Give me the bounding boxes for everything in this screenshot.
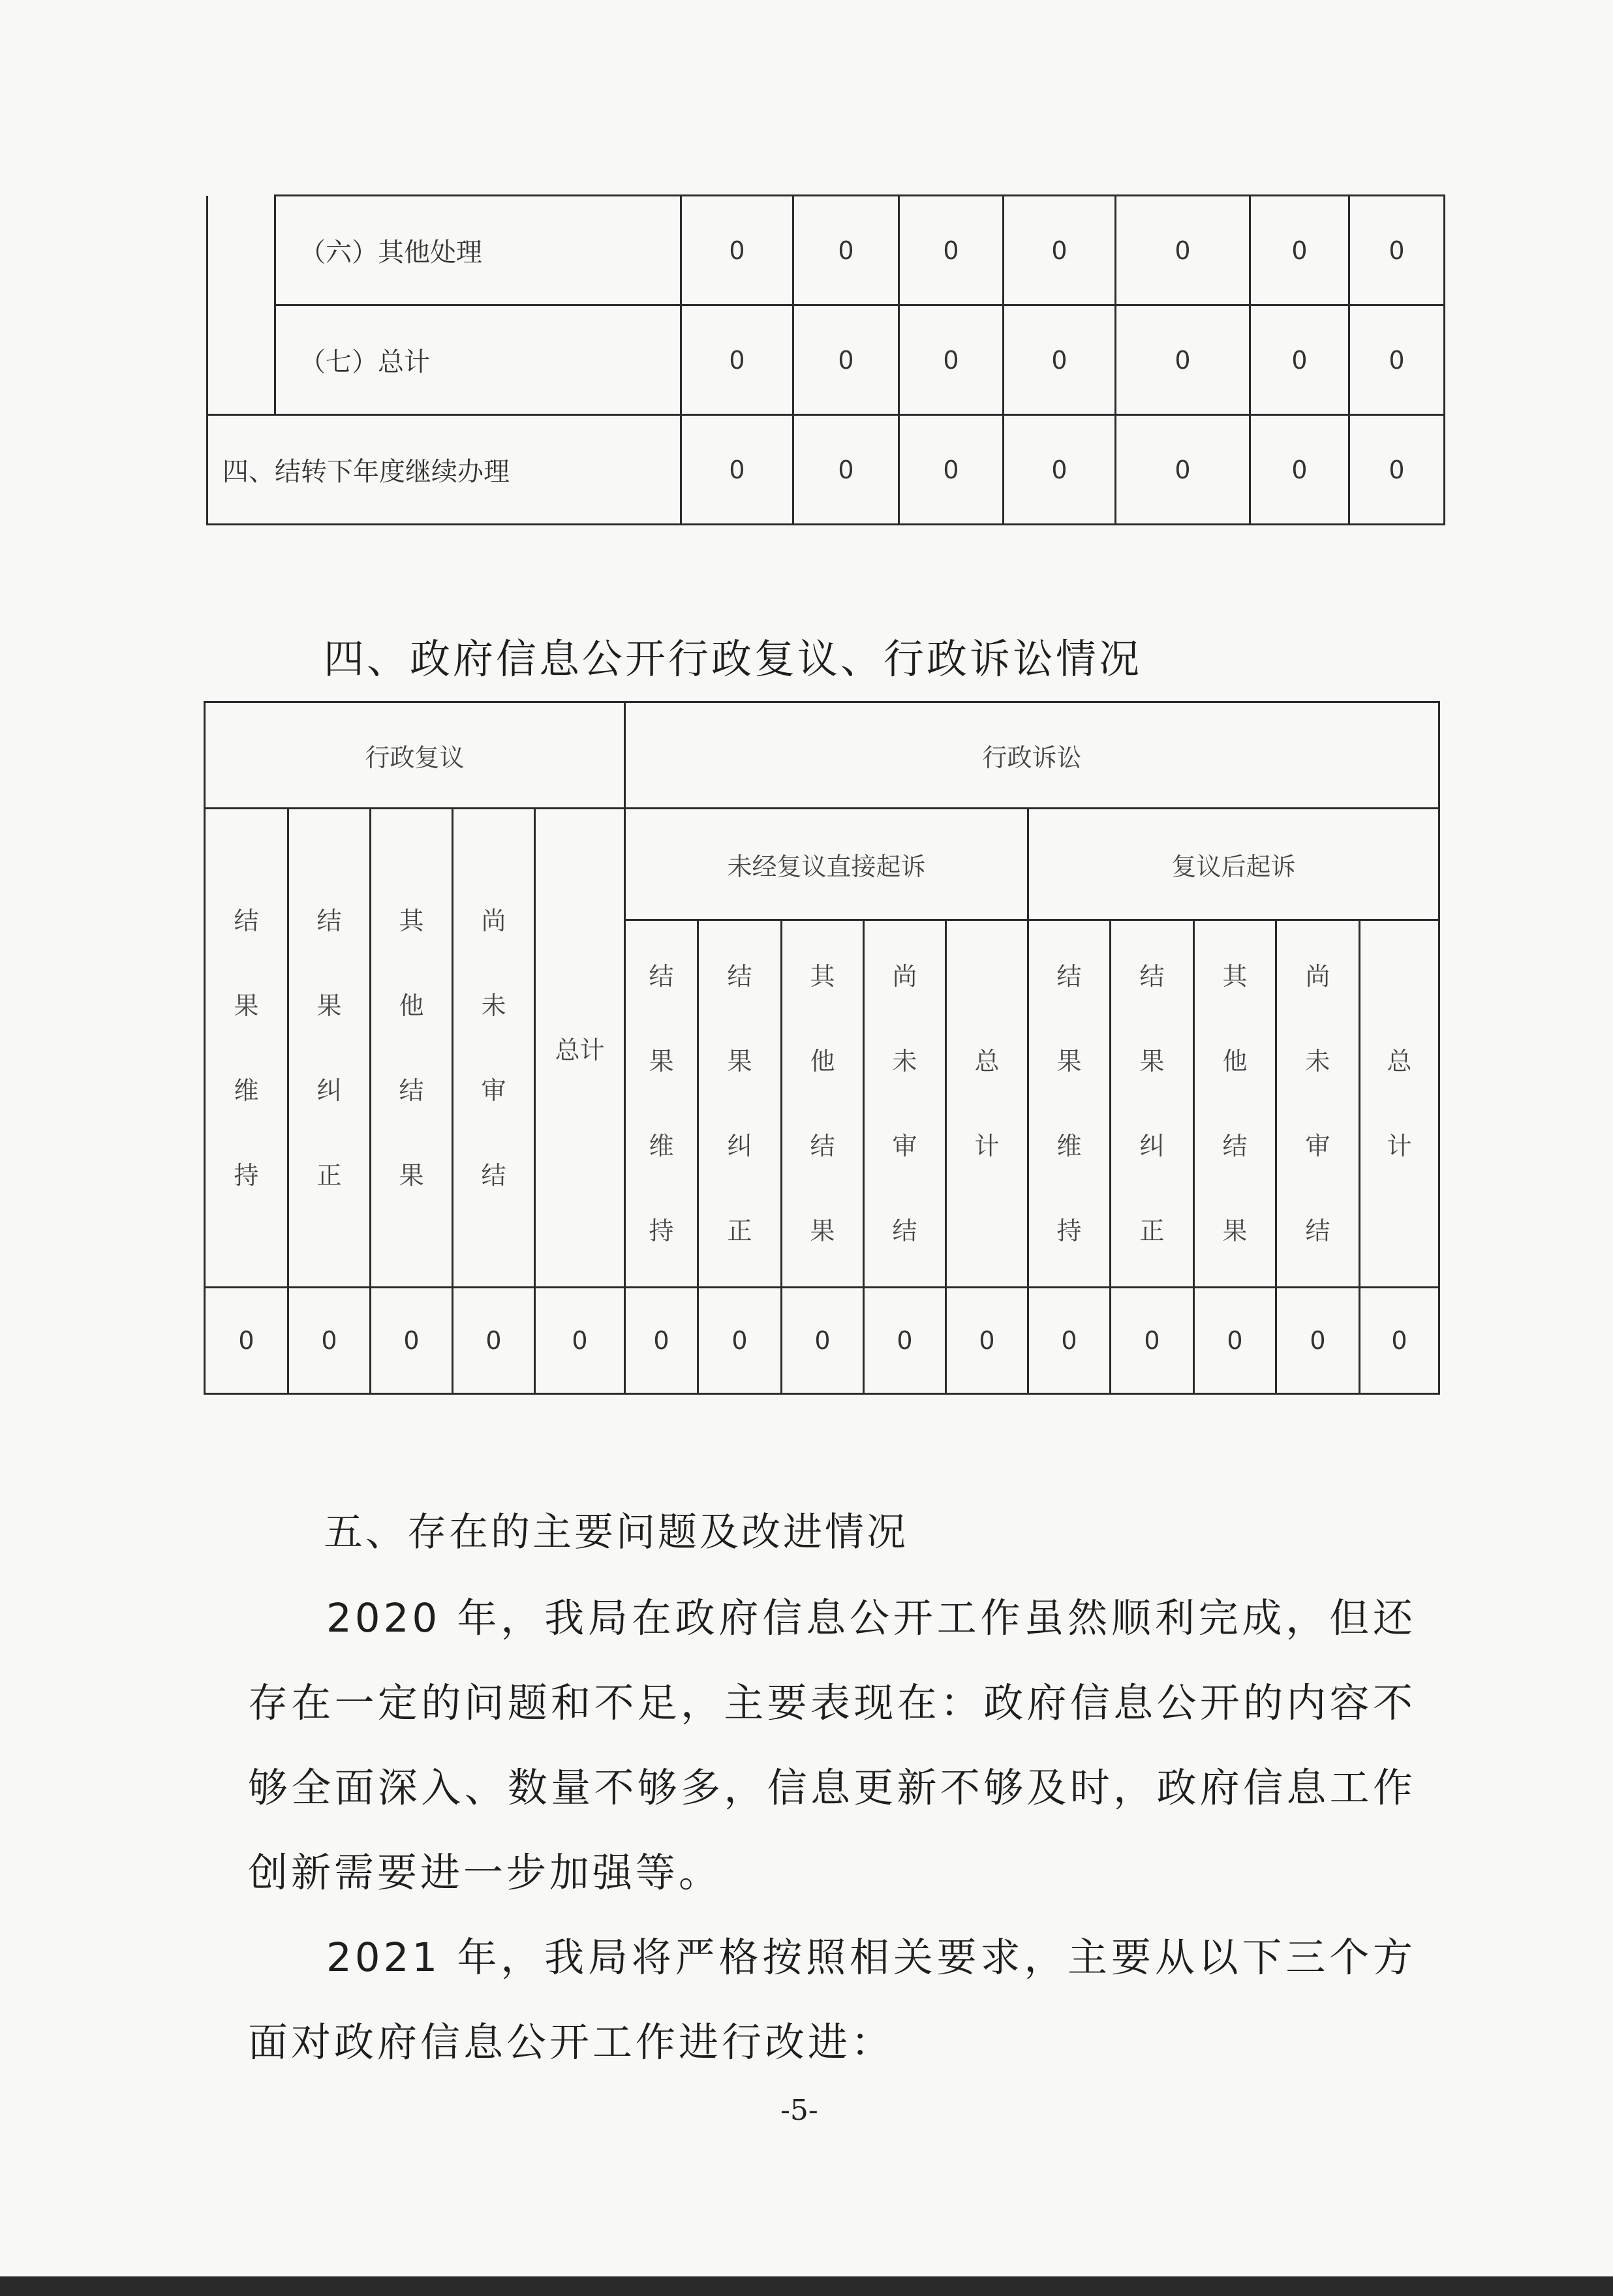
header-direct-suit: 未经复议直接起诉	[625, 809, 1028, 920]
col-header: 结果纠正	[698, 920, 782, 1288]
cell-value: 0	[1250, 196, 1349, 305]
cell-value: 0	[698, 1288, 782, 1394]
cell-value: 0	[1004, 305, 1116, 415]
col-header: 总计	[1360, 920, 1439, 1288]
row-label: （六）其他处理	[275, 196, 681, 305]
cell-value: 0	[371, 1288, 453, 1394]
cell-value: 0	[793, 196, 899, 305]
cell-value: 0	[681, 415, 793, 525]
col-header: 其他结果	[782, 920, 864, 1288]
cell-value: 0	[946, 1288, 1028, 1394]
header-admin-litigation: 行政诉讼	[625, 702, 1439, 809]
scan-edge	[0, 2276, 1613, 2296]
col-header: 总计	[946, 920, 1028, 1288]
col-header-total: 总计	[535, 809, 625, 1288]
table-row	[205, 1288, 1439, 1394]
paragraph: 2020 年，我局在政府信息公开工作虽然顺利完成，但还存在一定的问题和不足，主要表现在：政府信息公开的内容不够全面深入、数量不够多，信息更新不够及时，政府信息工作创新需要进一步加强等。	[248, 1595, 1416, 1896]
col-header: 尚未审结	[1276, 920, 1360, 1288]
review-litigation-table	[204, 701, 1440, 1395]
row-label: 四、结转下年度继续办理	[207, 415, 681, 525]
table-row	[207, 415, 1445, 525]
cell-value: 0	[681, 196, 793, 305]
cell-value: 0	[625, 1288, 698, 1394]
col-header: 结果纠正	[288, 809, 371, 1288]
cell-value: 0	[899, 305, 1004, 415]
col-header: 结果维持	[625, 920, 698, 1288]
cell-value: 0	[1111, 1288, 1194, 1394]
cell-value: 0	[1349, 415, 1445, 525]
cell-value: 0	[453, 1288, 535, 1394]
cell-value: 0	[793, 305, 899, 415]
table-row	[205, 809, 1439, 920]
cell-value: 0	[1250, 415, 1349, 525]
table-row	[205, 702, 1439, 809]
col-header: 尚未审结	[864, 920, 946, 1288]
section-heading: 五、存在的主要问题及改进情况	[324, 1510, 908, 1555]
row-label: （七）总计	[275, 305, 681, 415]
cell-value: 0	[1276, 1288, 1360, 1394]
paragraph: 2021 年，我局将严格按照相关要求，主要从以下三个方面对政府信息公开工作进行改进：	[248, 1934, 1416, 2066]
page-number: -5-	[780, 2094, 818, 2127]
table-row	[207, 196, 1445, 305]
cell-value: 0	[899, 415, 1004, 525]
cell-value: 0	[1004, 415, 1116, 525]
header-admin-review: 行政复议	[205, 702, 625, 809]
header-after-review: 复议后起诉	[1028, 809, 1439, 920]
cell-value: 0	[1116, 196, 1250, 305]
cell-value: 0	[1360, 1288, 1439, 1394]
col-header: 尚未审结	[453, 809, 535, 1288]
cell-value: 0	[1194, 1288, 1276, 1394]
section-heading: 四、政府信息公开行政复议、行政诉讼情况	[324, 635, 1143, 683]
disposal-table	[206, 194, 1445, 525]
cell-value: 0	[1349, 305, 1445, 415]
cell-value: 0	[1250, 305, 1349, 415]
cell-value: 0	[1116, 415, 1250, 525]
table-row	[207, 305, 1445, 415]
cell-value: 0	[864, 1288, 946, 1394]
col-header: 其他结果	[371, 809, 453, 1288]
cell-value: 0	[535, 1288, 625, 1394]
col-header: 其他结果	[1194, 920, 1276, 1288]
cell-value: 0	[782, 1288, 864, 1394]
cell-value: 0	[793, 415, 899, 525]
cell-value: 0	[288, 1288, 371, 1394]
cell-value: 0	[1116, 305, 1250, 415]
cell-value: 0	[1028, 1288, 1111, 1394]
cell-value: 0	[1004, 196, 1116, 305]
col-header: 结果维持	[1028, 920, 1111, 1288]
col-header: 结果纠正	[1111, 920, 1194, 1288]
cell-value: 0	[899, 196, 1004, 305]
col-header: 结果维持	[205, 809, 288, 1288]
cell-value: 0	[1349, 196, 1445, 305]
cell-value: 0	[205, 1288, 288, 1394]
cell-value: 0	[681, 305, 793, 415]
